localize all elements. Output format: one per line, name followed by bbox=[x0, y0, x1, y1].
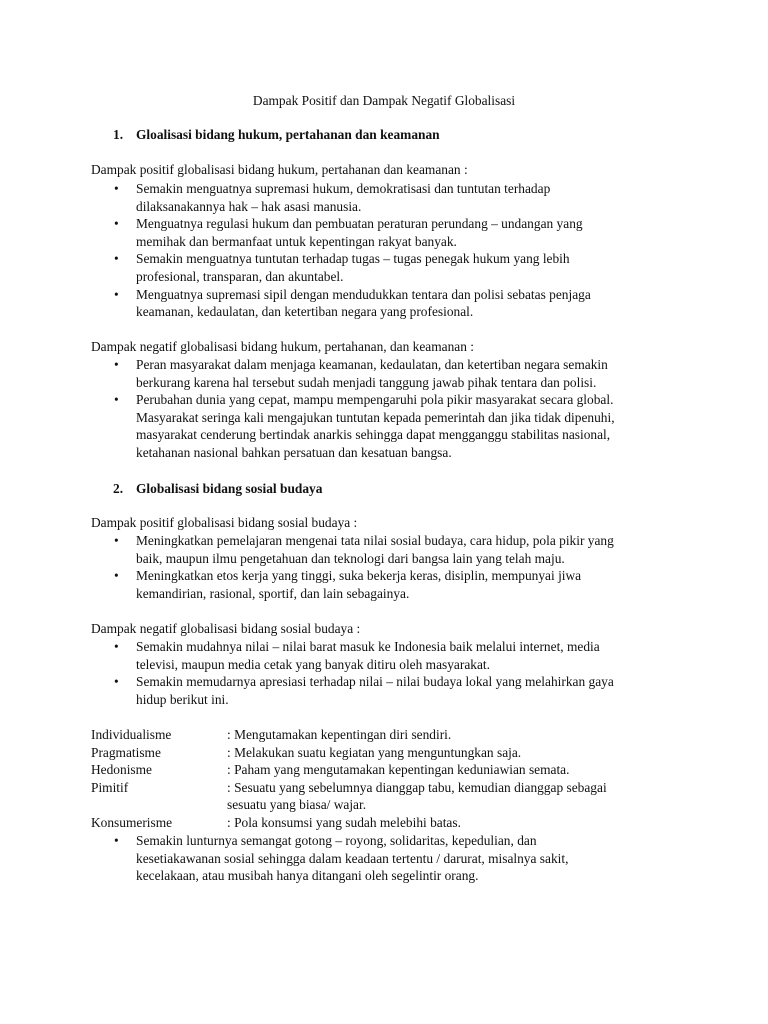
bullet-icon: • bbox=[114, 674, 119, 690]
section-1-number: 1. bbox=[113, 127, 124, 142]
list-item bbox=[0, 286, 656, 321]
glossary-row bbox=[91, 761, 691, 779]
list-item-line: kemandirian, rasional, sportif, dan lain sebagainya. bbox=[136, 585, 410, 601]
glossary-row bbox=[91, 779, 691, 814]
list-item-line: Meningkatkan pemelajaran mengenai tata nilai sosial budaya, cara hidup, pola pikir yang bbox=[136, 533, 614, 548]
glossary-definition: : Paham yang mengutamakan kepentingan keduniawian semata. bbox=[227, 762, 570, 778]
section-1-heading bbox=[113, 126, 440, 144]
bullet-icon: • bbox=[114, 533, 119, 548]
lifestyle-glossary bbox=[91, 726, 691, 832]
glossary-term: Pimitif bbox=[91, 779, 129, 795]
list-item-line: hidup berikut ini. bbox=[136, 691, 229, 707]
list-item-line: masyarakat cenderung bertindak anarkis sehingga dapat mengganggu stabilitas nasional, bbox=[136, 427, 611, 443]
bullet-icon: • bbox=[114, 251, 119, 267]
list-item bbox=[0, 250, 656, 285]
glossary-row bbox=[91, 744, 691, 762]
list-item bbox=[0, 832, 656, 885]
section-1-positive-list bbox=[0, 180, 768, 321]
list-item bbox=[0, 215, 656, 250]
glossary-row bbox=[91, 814, 691, 832]
glossary-term: Hedonisme bbox=[91, 762, 152, 778]
list-item-line: ketahanan nasional bahkan persatuan dan kesatuan bangsa. bbox=[136, 444, 452, 460]
list-item-line: Semakin mudahnya nilai – nilai barat masuk ke Indonesia baik melalui internet, media bbox=[136, 639, 600, 654]
section-2-heading bbox=[113, 480, 322, 498]
list-item-line: Meningkatkan etos kerja yang tinggi, suka bekerja keras, disiplin, mempunyai jiwa bbox=[136, 568, 582, 584]
list-item-line: Semakin memudarnya apresiasi terhadap nilai – nilai budaya lokal yang melahirkan gaya bbox=[136, 674, 614, 690]
glossary-definition: : Pola konsumsi yang sudah melebihi batas. bbox=[227, 814, 461, 830]
section-2-final-list bbox=[0, 832, 768, 885]
list-item bbox=[0, 180, 656, 215]
section-1-negative-intro: Dampak negatif globalisasi bidang hukum, pertahanan, dan keamanan : bbox=[91, 339, 474, 354]
list-item-line: Semakin lunturnya semangat gotong – royong, solidaritas, kepedulian, dan bbox=[136, 833, 537, 848]
section-1-heading-text: Gloalisasi bidang hukum, pertahanan dan keamanan bbox=[136, 127, 440, 142]
list-item-line: keamanan, kedaulatan, dan ketertiban negara yang profesional. bbox=[136, 304, 474, 320]
glossary-definition: sesuatu yang biasa/ wajar. bbox=[227, 797, 367, 813]
glossary-term: Individualisme bbox=[91, 727, 172, 742]
list-item-line: memihak dan bermanfaat untuk kepentingan rakyat banyak. bbox=[136, 233, 457, 249]
bullet-icon: • bbox=[114, 286, 119, 302]
bullet-icon: • bbox=[114, 639, 119, 654]
list-item bbox=[0, 391, 656, 461]
bullet-icon: • bbox=[114, 833, 119, 848]
list-item-line: Semakin menguatnya supremasi hukum, demokratisasi dan tuntutan terhadap bbox=[136, 181, 551, 196]
bullet-icon: • bbox=[114, 392, 119, 408]
list-item-line: berkurang karena hal tersebut sudah menjadi tanggung jawab pihak tentara dan polisi. bbox=[136, 374, 597, 390]
list-item-line: televisi, maupun media cetak yang banyak ditiru oleh masyarakat. bbox=[136, 656, 490, 672]
bullet-icon: • bbox=[114, 357, 119, 372]
section-2-heading-text: Globalisasi bidang sosial budaya bbox=[136, 481, 323, 496]
bullet-icon: • bbox=[114, 216, 119, 232]
glossary-row bbox=[91, 726, 691, 744]
list-item-line: dilaksanakannya hak – hak asasi manusia. bbox=[136, 198, 362, 214]
list-item-line: Menguatnya regulasi hukum dan pembuatan peraturan perundang – undangan yang bbox=[136, 216, 583, 232]
section-2-positive-intro: Dampak positif globalisasi bidang sosial budaya : bbox=[91, 515, 358, 530]
glossary-term: Konsumerisme bbox=[91, 814, 173, 830]
glossary-definition: : Mengutamakan kepentingan diri sendiri. bbox=[227, 727, 452, 742]
list-item-line: profesional, transparan, dan akuntabel. bbox=[136, 268, 344, 284]
list-item bbox=[0, 673, 656, 708]
section-1-negative-list bbox=[0, 356, 768, 462]
list-item-line: Peran masyarakat dalam menjaga keamanan, kedaulatan, dan ketertiban negara semakin bbox=[136, 357, 608, 372]
list-item bbox=[0, 532, 656, 567]
document-title: Dampak Positif dan Dampak Negatif Globalisasi bbox=[252, 93, 516, 108]
list-item bbox=[0, 567, 656, 602]
section-2-number: 2. bbox=[113, 481, 124, 496]
list-item-line: kesetiakawanan sosial sehingga dalam keadaan tertentu / darurat, misalnya sakit, bbox=[136, 850, 569, 866]
list-item bbox=[0, 638, 656, 673]
section-2-positive-list bbox=[0, 532, 768, 602]
list-item-line: Masyarakat seringa kali mengajukan tuntutan kepada pemerintah dan jika tidak dipenuhi, bbox=[136, 409, 615, 425]
bullet-icon: • bbox=[114, 568, 119, 584]
list-item-line: kecelakaan, atau musibah hanya ditangani oleh segelintir orang. bbox=[136, 868, 479, 884]
list-item-line: Semakin menguatnya tuntutan terhadap tugas – tugas penegak hukum yang lebih bbox=[136, 251, 570, 267]
section-2-negative-intro: Dampak negatif globalisasi bidang sosial budaya : bbox=[91, 621, 361, 636]
list-item-line: Perubahan dunia yang cepat, mampu mempengaruhi pola pikir masyarakat secara global. bbox=[136, 392, 614, 408]
list-item bbox=[0, 356, 656, 391]
glossary-definition: : Sesuatu yang sebelumnya dianggap tabu, kemudian dianggap sebagai bbox=[227, 779, 607, 795]
glossary-definition: : Melakukan suatu kegiatan yang menguntungkan saja. bbox=[227, 744, 522, 760]
list-item-line: baik, maupun ilmu pengetahuan dan teknologi dari bangsa lain yang telah maju. bbox=[136, 550, 565, 566]
glossary-term: Pragmatisme bbox=[91, 744, 161, 760]
list-item-line: Menguatnya supremasi sipil dengan mendudukkan tentara dan polisi sebatas penjaga bbox=[136, 286, 591, 302]
section-1-positive-intro: Dampak positif globalisasi bidang hukum, pertahanan dan keamanan : bbox=[91, 162, 468, 177]
bullet-icon: • bbox=[114, 181, 119, 196]
section-2-negative-list bbox=[0, 638, 768, 708]
